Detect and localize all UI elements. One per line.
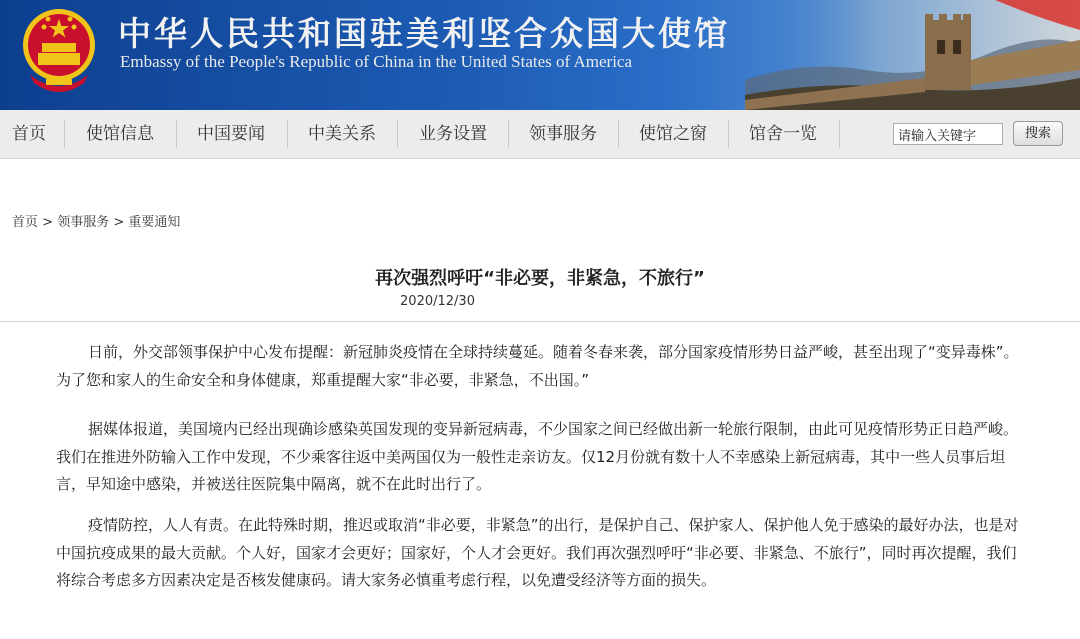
site-title-cn: 中华人民共和国驻美利坚合众国大使馆 bbox=[118, 14, 730, 53]
breadcrumb bbox=[12, 211, 180, 230]
nav-embassy-info[interactable]: 使馆信息 bbox=[86, 124, 154, 144]
breadcrumb-consular[interactable]: 领事服务 bbox=[57, 215, 110, 230]
nav-services[interactable]: 业务设置 bbox=[419, 124, 487, 144]
header-banner bbox=[0, 0, 1080, 110]
article-title: 再次强烈呼吁“非必要，非紧急，不旅行” bbox=[375, 268, 705, 289]
national-emblem-icon bbox=[20, 5, 98, 97]
nav-china-news[interactable]: 中国要闻 bbox=[197, 124, 265, 144]
search-input[interactable] bbox=[893, 123, 1003, 145]
nav-divider bbox=[64, 120, 65, 148]
nav-china-us-relations[interactable]: 中美关系 bbox=[308, 124, 376, 144]
article-paragraph: 据媒体报道，美国境内已经出现确诊感染英国发现的变异新冠病毒，不少国家之间已经做出新一轮旅行限制，由此可见疫情形势正日趋严峻。我们在推进外防输入工作中发现，不少乘客往返中美两国仅为一般性走亲访友。仅12月份就有数十人不幸感染上新冠病毒，其中一些人员事后坦言，早知途中感染，并被送往医院集中隔离，就不在此时出行了。 bbox=[56, 420, 1019, 493]
search-button[interactable]: 搜索 bbox=[1013, 121, 1063, 146]
nav-embassy-window[interactable]: 使馆之窗 bbox=[639, 124, 707, 144]
site-title-en: Embassy of the People's Republic of China in the United States of America bbox=[120, 52, 633, 71]
article-paragraph: 日前，外交部领事保护中心发布提醒：新冠肺炎疫情在全球持续蔓延。随着冬春来袭，部分国家疫情形势日益严峻，甚至出现了“变异毒株”。为了您和家人的生命安全和身体健康，郑重提醒大家“非必要，非紧急，不出国。” bbox=[56, 343, 1019, 389]
divider bbox=[0, 321, 1080, 322]
nav-home[interactable]: 首页 bbox=[12, 124, 46, 144]
nav-divider bbox=[839, 120, 840, 148]
nav-premises[interactable]: 馆舍一览 bbox=[749, 124, 817, 144]
breadcrumb-separator: > bbox=[42, 215, 54, 230]
great-wall-image bbox=[745, 0, 1080, 110]
breadcrumb-notice[interactable]: 重要通知 bbox=[128, 215, 181, 230]
article-paragraph: 疫情防控，人人有责。在此特殊时期，推迟或取消“非必要，非紧急”的出行，是保护自己、保护家人、保护他人免于感染的最好办法，也是对中国抗疫成果的最大贡献。个人好，国家才会更好；国家好，个人才会更好。我们再次强烈呼吁“非必要、非紧急、不旅行”，同时再次提醒，我们将综合考虑多方因素决定是否核发健康码。请大家务必慎重考虑行程，以免遭受经济等方面的损失。 bbox=[56, 516, 1019, 589]
nav-consular-services[interactable]: 领事服务 bbox=[529, 124, 597, 144]
article-date: 2020/12/30 bbox=[400, 294, 475, 309]
breadcrumb-home[interactable]: 首页 bbox=[12, 215, 39, 230]
breadcrumb-separator: > bbox=[113, 215, 125, 230]
